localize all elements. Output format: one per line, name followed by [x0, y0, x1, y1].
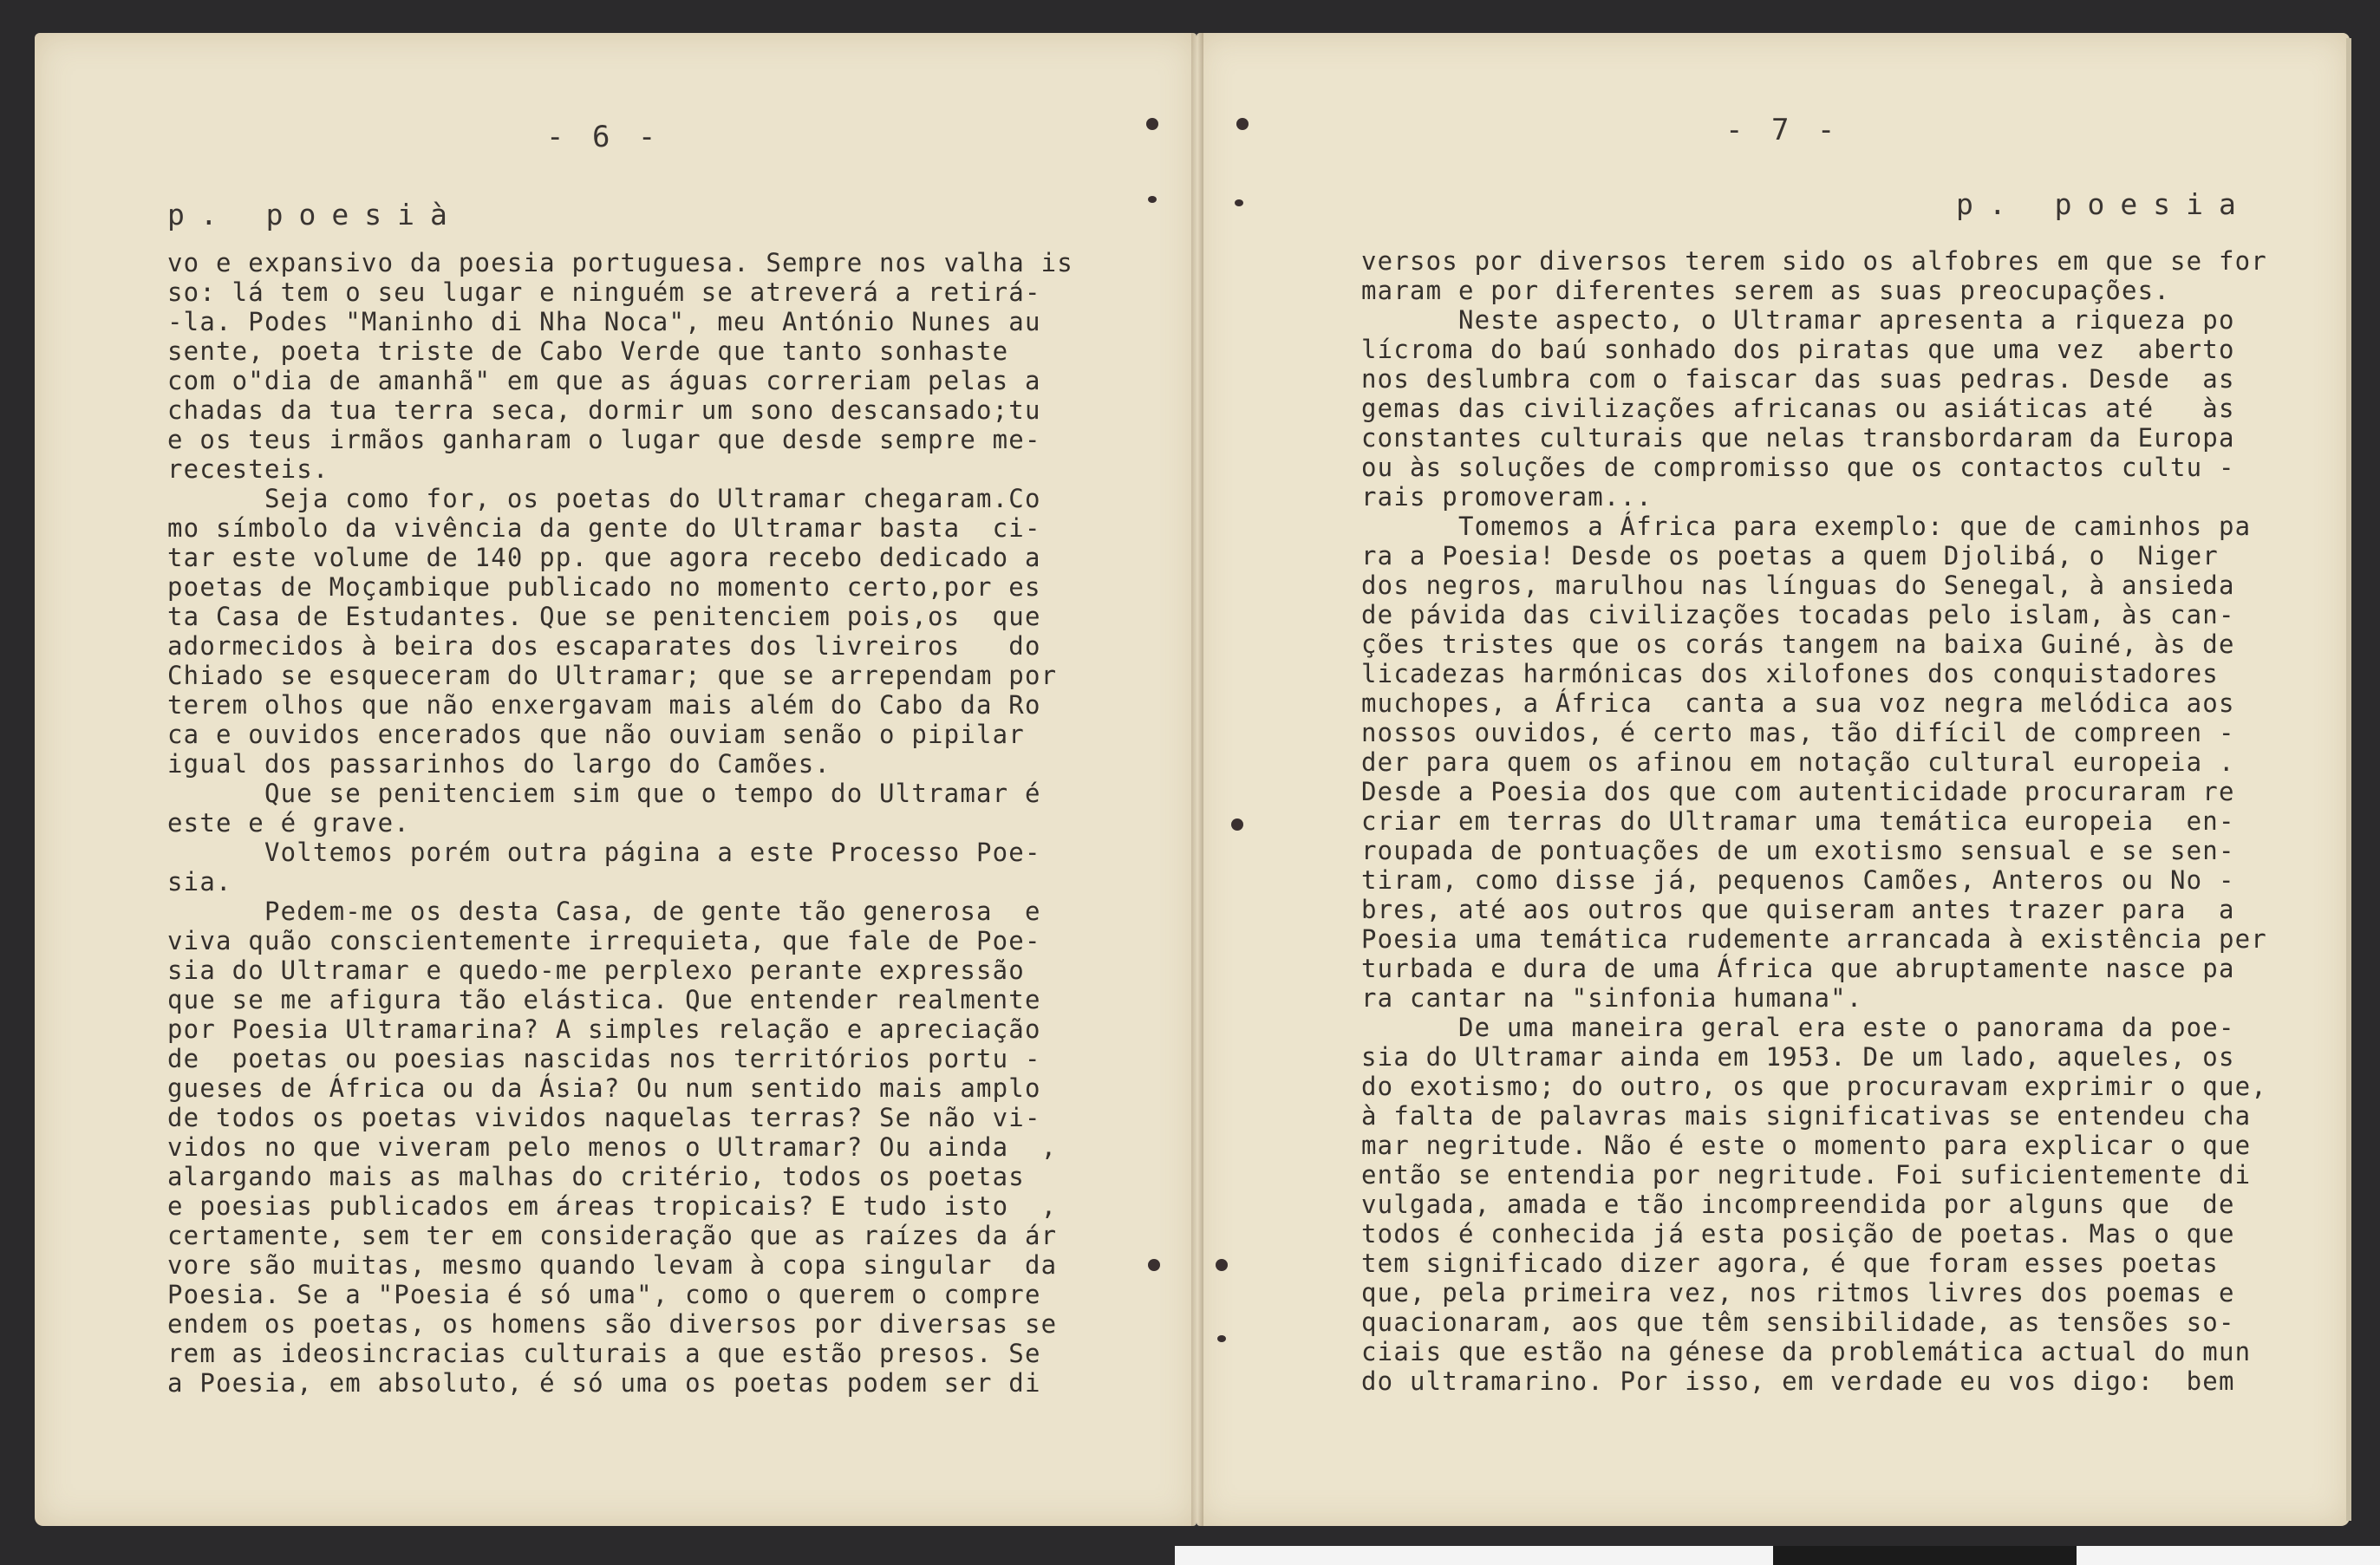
ruler-white — [1175, 1546, 1773, 1565]
color-scale-ruler — [1175, 1546, 2380, 1565]
binding-hole — [1148, 1259, 1160, 1271]
body-text-left: vo e expansivo da poesia portuguesa. Sempre nos valha is so: lá tem o seu lugar e ninguém se atreverá a retirá- -la. Podes "Maninho di Nha Noca", meu António Nunes au sente, poeta triste de Cabo Verde que tanto sonhaste com o"dia de amanhã" em que as águas correriam pelas a chadas da tua terra seca, dormir um sono descansado;tu e os teus irmãos ganharam o lugar que desde sempre me- recesteis. Seja como for, os poetas do Ultramar chegaram.Co mo símbolo da vivência da gente do Ultramar basta ci- tar este volume de 140 pp. que agora recebo dedicado a poetas de Moçambique publicado no momento certo,por es ta Casa de Estudantes. Que se penitenciem pois,os que adormecidos à beira dos escaparates dos livreiros do Chiado se esqueceram do Ultramar; que se arrependam por terem olhos que não enxergavam mais além do Cabo da Ro ca e ouvidos encerados que não ouviam senão o pipilar igual dos passarinhos do largo do Camões. Que se penitenciem sim que o tempo do Ultramar é este e é grave. Voltemos porém outra página a este Processo Poe- sia. Pedem-me os desta Casa, de gente tão generosa e viva quão conscientemente irrequieta, que fale de Poe- sia do Ultramar e quedo-me perplexo perante expressão que se me afigura tão elástica. Que entender realmente por Poesia Ultramarina? A simples relação e apreciação de poetas ou poesias nascidas nos territórios portu - gueses de África ou da Ásia? Ou num sentido mais amplo de todos os poetas vividos naquelas terras? Se não vi- vidos no que viveram pelo menos o Ultramar? Ou ainda , alargando mais as malhas do critério, todos os poetas e poesias publicados em áreas tropicais? E tudo isto , certamente, sem ter em consideração que as raízes da ár vore são muitas, mesmo quando levam à copa singular da Poesia. Se a "Poesia é só uma", como o querem o compre endem os poetas, os homens são diversos por diversas se rem as ideosincracias culturais a que estão presos. Se a Poesia, em absoluto, é só uma os poetas podem ser di — [167, 248, 1073, 1398]
page-number-right: - 7 - — [1725, 113, 1841, 147]
ruler-white — [2077, 1546, 2380, 1565]
ruler-black — [1773, 1546, 2077, 1565]
binding-hole — [1148, 196, 1157, 203]
page-number-left: - 6 - — [546, 120, 662, 154]
binding-hole — [1235, 199, 1243, 206]
page-edge — [2346, 38, 2351, 1521]
binding-hole — [1231, 818, 1243, 831]
left-page — [35, 33, 1197, 1526]
binding-hole — [1217, 1335, 1226, 1342]
right-page — [1197, 33, 2350, 1526]
running-header-left: p. poesià — [167, 198, 463, 231]
binding-hole — [1236, 118, 1249, 130]
book-gutter — [1191, 33, 1203, 1526]
binding-hole — [1146, 118, 1158, 130]
running-header-right: p. poesia — [1956, 187, 2252, 221]
body-text-right: versos por diversos terem sido os alfobres em que se for maram e por diferentes serem as suas preocupações. Neste aspecto, o Ultramar apresenta a riqueza po lícroma do baú sonhado dos piratas que uma vez aberto nos deslumbra com o faiscar das suas pedras. Desde as gemas das civilizações africanas ou asiáticas até às constantes culturais que nelas transbordaram da Europa ou às soluções de compromisso que os contactos cultu - rais promoveram... Tomemos a África para exemplo: que de caminhos pa ra a Poesia! Desde os poetas a quem Djolibá, o Niger dos negros, marulhou nas línguas do Senegal, à ansieda de pávida das civilizações tocadas pelo islam, às can- ções tristes que os corás tangem na baixa Guiné, às de licadezas harmónicas dos xilofones dos conquistadores muchopes, a África canta a sua voz negra melódica aos nossos ouvidos, é certo mas, tão difícil de compreen - der para quem os afinou em notação cultural europeia . Desde a Poesia dos que com autenticidade procuraram re criar em terras do Ultramar uma temática europeia en- roupada de pontuações de um exotismo sensual e se sen- tiram, como disse já, pequenos Camões, Anteros ou No - bres, até aos outros que quiseram antes trazer para a Poesia uma temática rudemente arrancada à existência per turbada e dura de uma África que abruptamente nasce pa ra cantar na "sinfonia humana". De uma maneira geral era este o panorama da poe- sia do Ultramar ainda em 1953. De um lado, aqueles, os do exotismo; do outro, os que procuravam exprimir o que, à falta de palavras mais significativas se entendeu cha mar negritude. Não é este o momento para explicar o que então se entendia por negritude. Foi suficientemente di vulgada, amada e tão incompreendida por alguns que de todos é conhecida já esta posição de poetas. Mas o que tem significado dizer agora, é que foram esses poetas que, pela primeira vez, nos ritmos livres dos poemas e quacionaram, aos que têm sensibilidade, as tensões so- ciais que estão na génese da problemática actual do mun do ultramarino. Por isso, em verdade eu vos digo: bem — [1361, 246, 2267, 1396]
binding-hole — [1216, 1259, 1228, 1271]
